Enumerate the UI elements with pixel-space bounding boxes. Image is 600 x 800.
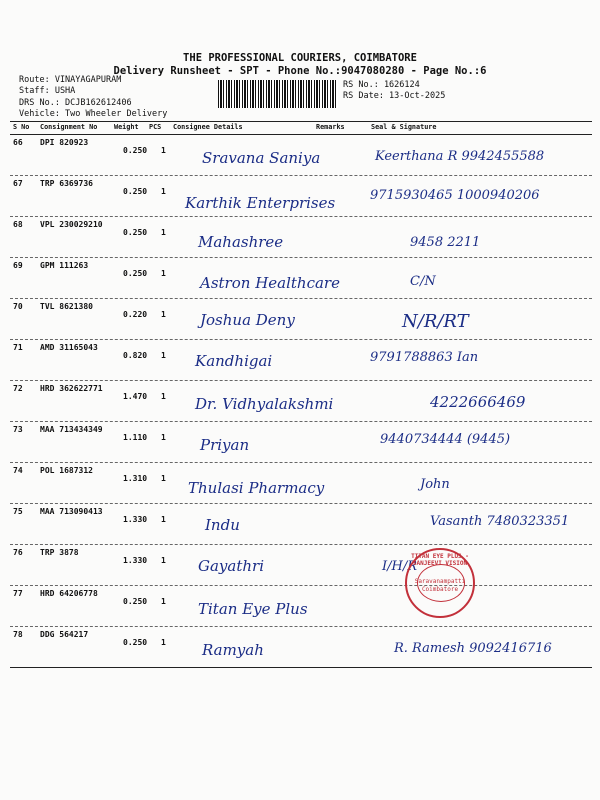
row-weight: 0.220 [123,310,148,319]
drs-number: DRS No.: DCJB162612406 [19,98,132,108]
row-pcs: 1 [161,351,166,360]
row-consignee: Kandhigai [195,352,273,370]
staff-label: Staff: USHA [19,86,76,96]
row-consignment: HRD 362622771 [40,384,103,393]
row-pcs: 1 [161,474,166,483]
row-consignment: MAA 713090413 [40,507,103,516]
row-signature: I/H/R [382,559,418,574]
row-signature: 9791788863 Ian [370,350,479,365]
row-signature: Keerthana R 9942455588 [375,149,545,164]
row-sno: 70 [13,302,23,311]
row-weight: 1.330 [123,515,148,524]
row-consignment: POL 1687312 [40,466,93,475]
row-sno: 76 [13,548,23,557]
row-consignment: TRP 3878 [40,548,79,557]
row-consignment: TRP 6369736 [40,179,93,188]
col-remarks: Remarks [316,123,345,131]
table-row [10,258,592,299]
row-consignee: Dr. Vidhyalakshmi [195,395,334,413]
table-row [10,340,592,381]
row-weight: 0.250 [123,597,148,606]
row-signature: N/R/RT [402,311,469,332]
row-consignee: Gayathri [198,557,264,575]
row-pcs: 1 [161,269,166,278]
row-pcs: 1 [161,638,166,647]
stamp-line2: Coimbatore [421,586,459,593]
row-consignment: GPM 111263 [40,261,89,270]
row-weight: 1.310 [123,474,148,483]
table-row [10,176,592,217]
row-consignee: Indu [205,516,240,534]
row-sno: 72 [13,384,23,393]
stamp-ring-text: TITAN EYE PLUS - SANJEEVI VISION [411,553,469,567]
row-consignment: HRD 64206778 [40,589,98,598]
row-sno: 67 [13,179,23,188]
row-consignee: Thulasi Pharmacy [188,479,325,497]
row-sno: 73 [13,425,23,434]
runsheet-subtitle: Delivery Runsheet - SPT - Phone No.:9047080280 - Page No.:6 [113,65,487,77]
row-consignee: Astron Healthcare [200,274,340,292]
row-sno: 69 [13,261,23,270]
row-consignee: Priyan [200,436,250,454]
row-signature: John [420,477,450,492]
row-weight: 0.250 [123,146,148,155]
row-weight: 0.250 [123,228,148,237]
rs-date: RS Date: 13-Oct-2025 [343,91,446,101]
table-row [10,586,592,627]
table-row [10,381,592,422]
row-sno: 71 [13,343,23,352]
stamp-line1: Saravanampatti [414,578,466,585]
col-seal: Seal & Signature [371,123,437,131]
row-pcs: 1 [161,392,166,401]
col-weight: Weight [114,123,139,131]
row-signature: 4222666469 [430,393,526,411]
row-weight: 1.330 [123,556,148,565]
row-consignment: AMD 31165043 [40,343,98,352]
rs-number: RS No.: 1626124 [343,80,420,90]
table-row [10,135,592,176]
row-pcs: 1 [161,228,166,237]
row-weight: 0.250 [123,269,148,278]
company-title: THE PROFESSIONAL COURIERS, COIMBATORE [183,52,417,64]
table-row [10,217,592,258]
col-consignment: Consignment No [40,123,98,131]
row-sno: 75 [13,507,23,516]
row-consignee: Karthik Enterprises [185,194,336,212]
row-consignee: Joshua Deny [200,311,295,329]
table-header [10,121,592,135]
row-signature: 9440734444 (9445) [380,432,511,447]
row-weight: 0.250 [123,638,148,647]
row-sno: 78 [13,630,23,639]
row-sno: 68 [13,220,23,229]
row-consignee: Titan Eye Plus [198,600,308,618]
row-consignee: Sravana Saniya [202,149,321,167]
row-consignment: DDG 564217 [40,630,89,639]
col-consignee: Consignee Details [173,123,243,131]
row-consignment: VPL 230029210 [40,220,103,229]
table-row [10,627,592,668]
route-label: Route: VINAYAGAPURAM [19,75,122,85]
row-sno: 74 [13,466,23,475]
row-weight: 1.110 [123,433,148,442]
row-weight: 1.470 [123,392,148,401]
row-pcs: 1 [161,146,166,155]
table-row [10,545,592,586]
row-consignee: Ramyah [202,641,264,659]
row-pcs: 1 [161,597,166,606]
row-consignment: DPI 820923 [40,138,89,147]
row-pcs: 1 [161,515,166,524]
vehicle-label: Vehicle: Two Wheeler Delivery [19,109,168,119]
row-pcs: 1 [161,556,166,565]
delivery-table [10,121,592,668]
row-sno: 77 [13,589,23,598]
row-signature: 9458 2211 [410,235,481,250]
company-stamp [405,548,475,618]
row-weight: 0.250 [123,187,148,196]
row-weight: 0.820 [123,351,148,360]
col-sno: S No [13,123,30,131]
row-signature: C/N [410,274,436,289]
row-pcs: 1 [161,187,166,196]
col-pcs: PCS [149,123,162,131]
table-row [10,504,592,545]
row-consignment: MAA 713434349 [40,425,103,434]
row-pcs: 1 [161,310,166,319]
table-row [10,422,592,463]
barcode [218,80,338,108]
row-sno: 66 [13,138,23,147]
row-pcs: 1 [161,433,166,442]
table-row [10,463,592,504]
table-row [10,299,592,340]
row-consignee: Mahashree [198,233,284,251]
row-signature: R. Ramesh 9092416716 [394,641,552,656]
row-signature: Vasanth 7480323351 [430,514,570,529]
row-signature: 9715930465 1000940206 [370,188,540,203]
row-consignment: TVL 8621380 [40,302,93,311]
